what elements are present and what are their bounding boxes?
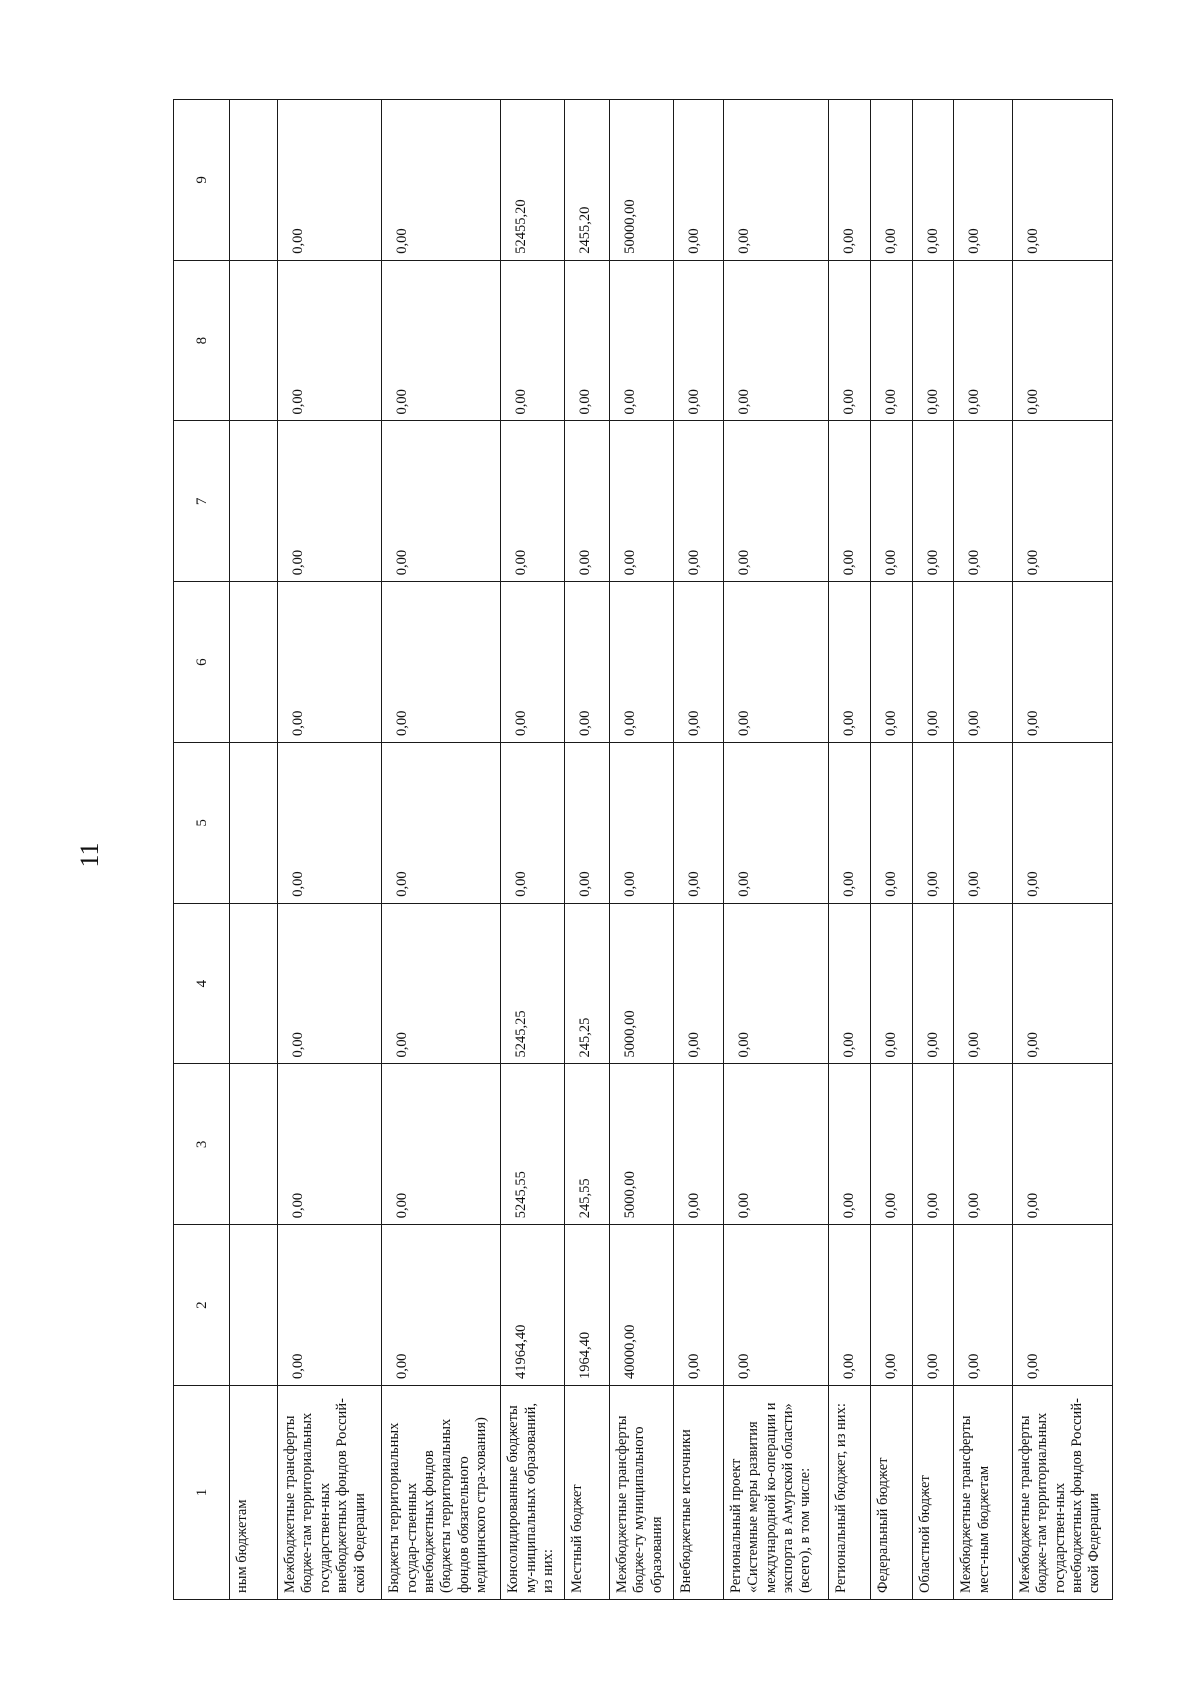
table-row <box>723 100 828 1600</box>
table-row <box>912 100 954 1600</box>
row-label: Межбюджетные трансферты бюдже-там территориальных государствен-ных внебюджетных фондов Россий-ской Федерации <box>1012 1386 1112 1600</box>
column-header: 9 <box>174 100 230 261</box>
column-header: 6 <box>174 582 230 743</box>
value-cell <box>230 743 278 904</box>
row-label: ным бюджетам <box>230 1386 278 1600</box>
value-cell: 5000,00 <box>609 903 673 1064</box>
row-label: Внебюджетные источники <box>673 1386 723 1600</box>
value-cell: 0,00 <box>1012 100 1112 261</box>
value-cell: 0,00 <box>954 260 1012 421</box>
column-header: 3 <box>174 1064 230 1225</box>
table-row <box>870 100 912 1600</box>
table-row <box>829 100 871 1600</box>
value-cell: 0,00 <box>565 743 610 904</box>
value-cell: 0,00 <box>277 421 381 582</box>
row-label: Местный бюджет <box>565 1386 610 1600</box>
value-cell: 0,00 <box>912 100 954 261</box>
page-number: 11 <box>75 842 104 868</box>
value-cell: 0,00 <box>870 743 912 904</box>
value-cell: 0,00 <box>565 260 610 421</box>
value-cell: 0,00 <box>673 582 723 743</box>
budget-table <box>173 99 1113 1600</box>
value-cell: 0,00 <box>382 260 501 421</box>
value-cell: 245,55 <box>565 1064 610 1225</box>
value-cell <box>230 260 278 421</box>
value-cell: 0,00 <box>501 743 565 904</box>
value-cell: 0,00 <box>954 1064 1012 1225</box>
table-row <box>673 100 723 1600</box>
value-cell: 0,00 <box>673 260 723 421</box>
value-cell: 0,00 <box>912 1064 954 1225</box>
value-cell: 0,00 <box>609 260 673 421</box>
column-header: 7 <box>174 421 230 582</box>
table-row <box>277 100 381 1600</box>
value-cell: 52455,20 <box>501 100 565 261</box>
value-cell: 41964,40 <box>501 1225 565 1386</box>
value-cell <box>230 903 278 1064</box>
value-cell: 0,00 <box>829 1064 871 1225</box>
value-cell: 0,00 <box>954 743 1012 904</box>
value-cell: 0,00 <box>954 421 1012 582</box>
value-cell: 0,00 <box>870 582 912 743</box>
table-row <box>230 100 278 1600</box>
value-cell: 0,00 <box>829 260 871 421</box>
value-cell: 0,00 <box>954 100 1012 261</box>
rotated-table-container <box>173 100 1113 1600</box>
value-cell: 0,00 <box>912 743 954 904</box>
table-row <box>382 100 501 1600</box>
column-header: 1 <box>174 1386 230 1600</box>
value-cell: 0,00 <box>723 1225 828 1386</box>
value-cell: 0,00 <box>382 100 501 261</box>
value-cell: 0,00 <box>723 743 828 904</box>
value-cell: 0,00 <box>1012 260 1112 421</box>
value-cell: 0,00 <box>912 582 954 743</box>
value-cell: 0,00 <box>954 582 1012 743</box>
row-label: Региональный бюджет, из них: <box>829 1386 871 1600</box>
value-cell: 0,00 <box>673 1064 723 1225</box>
row-label: Консолидированные бюджеты му-ниципальных образований, из них: <box>501 1386 565 1600</box>
column-header: 5 <box>174 743 230 904</box>
value-cell <box>230 100 278 261</box>
value-cell: 0,00 <box>1012 1064 1112 1225</box>
value-cell: 5000,00 <box>609 1064 673 1225</box>
value-cell: 0,00 <box>1012 743 1112 904</box>
value-cell: 0,00 <box>277 582 381 743</box>
value-cell: 0,00 <box>382 421 501 582</box>
header-row <box>174 100 230 1600</box>
value-cell: 0,00 <box>1012 421 1112 582</box>
value-cell: 0,00 <box>870 421 912 582</box>
value-cell: 0,00 <box>382 1064 501 1225</box>
value-cell: 0,00 <box>673 1225 723 1386</box>
column-header: 8 <box>174 260 230 421</box>
value-cell: 0,00 <box>870 1064 912 1225</box>
value-cell: 0,00 <box>382 582 501 743</box>
column-header: 2 <box>174 1225 230 1386</box>
value-cell: 0,00 <box>829 100 871 261</box>
row-label: Межбюджетные трансферты бюдже-там территориальных государствен-ных внебюджетных фондов Россий-ской Федерации <box>277 1386 381 1600</box>
value-cell: 245,25 <box>565 903 610 1064</box>
value-cell: 0,00 <box>673 421 723 582</box>
value-cell: 0,00 <box>501 582 565 743</box>
value-cell: 0,00 <box>673 743 723 904</box>
value-cell: 0,00 <box>829 743 871 904</box>
value-cell: 50000,00 <box>609 100 673 261</box>
value-cell: 0,00 <box>565 582 610 743</box>
value-cell: 0,00 <box>912 903 954 1064</box>
value-cell: 0,00 <box>954 903 1012 1064</box>
value-cell: 0,00 <box>382 903 501 1064</box>
table-row <box>501 100 565 1600</box>
column-header: 4 <box>174 903 230 1064</box>
value-cell: 0,00 <box>277 903 381 1064</box>
value-cell: 0,00 <box>501 260 565 421</box>
value-cell: 0,00 <box>723 260 828 421</box>
value-cell: 0,00 <box>723 1064 828 1225</box>
value-cell: 0,00 <box>829 1225 871 1386</box>
value-cell: 0,00 <box>954 1225 1012 1386</box>
table-row <box>609 100 673 1600</box>
value-cell: 0,00 <box>673 903 723 1064</box>
value-cell <box>230 582 278 743</box>
value-cell: 0,00 <box>277 1225 381 1386</box>
value-cell: 0,00 <box>723 903 828 1064</box>
value-cell <box>230 421 278 582</box>
value-cell: 0,00 <box>1012 1225 1112 1386</box>
value-cell: 0,00 <box>829 903 871 1064</box>
value-cell <box>230 1225 278 1386</box>
value-cell: 0,00 <box>912 260 954 421</box>
row-label: Межбюджетные трансферты мест-ным бюджетам <box>954 1386 1012 1600</box>
value-cell: 0,00 <box>1012 582 1112 743</box>
value-cell: 0,00 <box>501 421 565 582</box>
value-cell: 0,00 <box>870 260 912 421</box>
value-cell <box>230 1064 278 1225</box>
row-label: Федеральный бюджет <box>870 1386 912 1600</box>
value-cell: 0,00 <box>565 421 610 582</box>
value-cell: 0,00 <box>277 260 381 421</box>
row-label: Бюджеты территориальных государ-ственных внебюджетных фондов (бюджеты территориальных фондов обязательного медицинского стра-хования) <box>382 1386 501 1600</box>
value-cell: 0,00 <box>609 582 673 743</box>
value-cell: 0,00 <box>277 100 381 261</box>
value-cell: 5245,55 <box>501 1064 565 1225</box>
table-row <box>954 100 1012 1600</box>
table-row <box>1012 100 1112 1600</box>
value-cell: 1964,40 <box>565 1225 610 1386</box>
value-cell: 0,00 <box>277 743 381 904</box>
value-cell: 0,00 <box>723 582 828 743</box>
value-cell: 5245,25 <box>501 903 565 1064</box>
value-cell: 0,00 <box>870 100 912 261</box>
value-cell: 0,00 <box>870 903 912 1064</box>
table-row <box>565 100 610 1600</box>
value-cell: 0,00 <box>723 421 828 582</box>
value-cell: 0,00 <box>382 743 501 904</box>
value-cell: 0,00 <box>912 421 954 582</box>
value-cell: 0,00 <box>870 1225 912 1386</box>
value-cell: 2455,20 <box>565 100 610 261</box>
value-cell: 0,00 <box>609 743 673 904</box>
value-cell: 0,00 <box>1012 903 1112 1064</box>
value-cell: 0,00 <box>829 421 871 582</box>
value-cell: 0,00 <box>723 100 828 261</box>
row-label: Областной бюджет <box>912 1386 954 1600</box>
value-cell: 0,00 <box>673 100 723 261</box>
row-label: Региональный проект «Системные меры развития международной ко-операции и экспорта в Амурской области» (всего), в том числе: <box>723 1386 828 1600</box>
value-cell: 0,00 <box>382 1225 501 1386</box>
value-cell: 0,00 <box>277 1064 381 1225</box>
value-cell: 0,00 <box>829 582 871 743</box>
value-cell: 0,00 <box>609 421 673 582</box>
value-cell: 0,00 <box>912 1225 954 1386</box>
value-cell: 40000,00 <box>609 1225 673 1386</box>
row-label: Межбюджетные трансферты бюдже-ту муниципального образования <box>609 1386 673 1600</box>
